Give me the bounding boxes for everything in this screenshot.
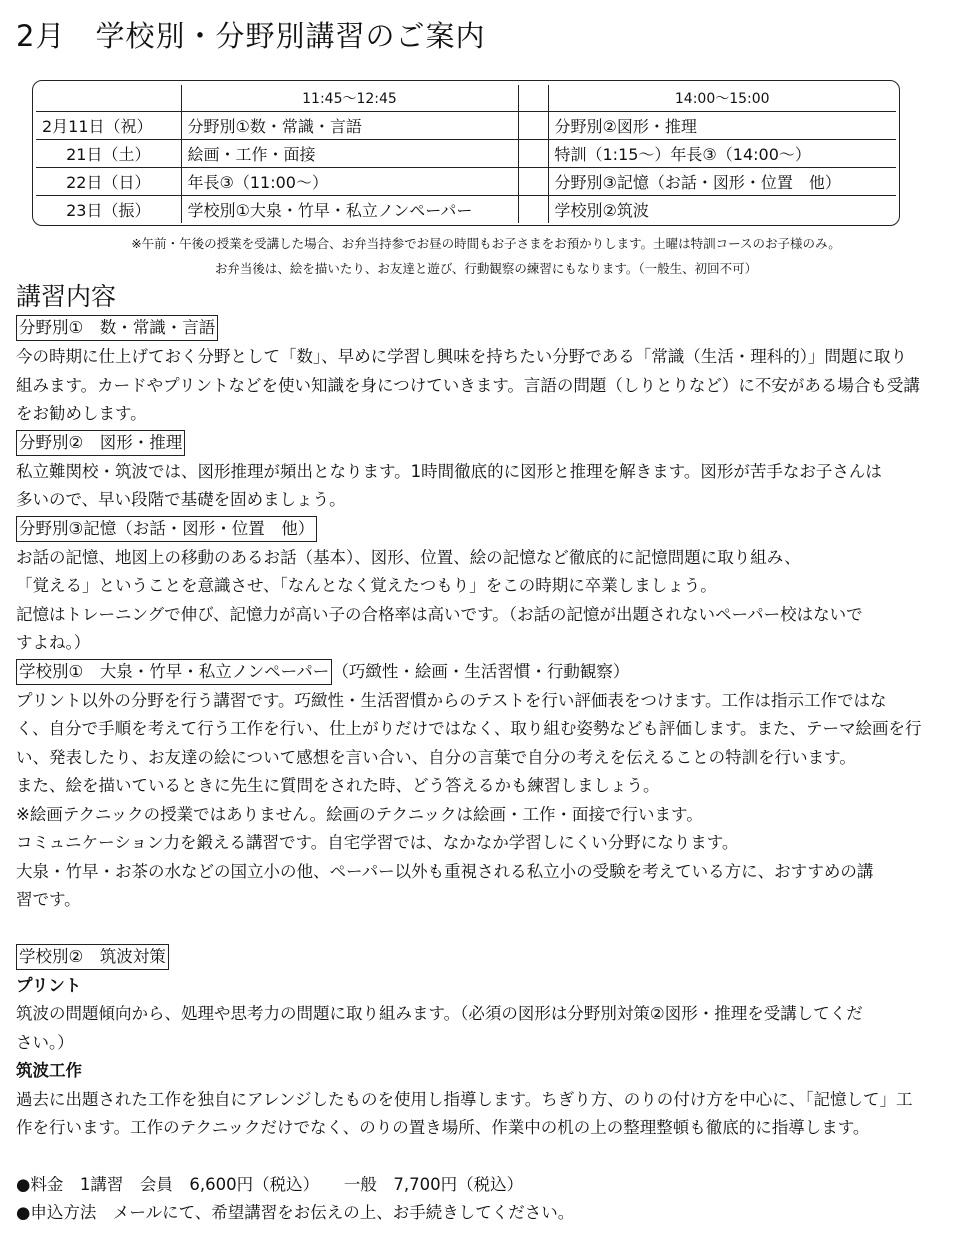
schedule-am-class: 絵画・工作・面接	[181, 140, 518, 168]
schedule-pm-class: 分野別③記憶（お話・図形・位置 他）	[548, 168, 896, 196]
body-line: 作を行います。工作のテクニックだけでなく、のりの置き場所、作業中の机の上の整理整頓も徹底的に指導します。	[16, 1118, 870, 1137]
schedule-date: 21日（土）	[36, 140, 181, 168]
body-line: 多いので、早い段階で基礎を固めましょう。	[16, 490, 346, 509]
spacer	[16, 915, 960, 943]
subheading: プリント	[16, 975, 82, 995]
body-line: をお勧めします。	[16, 404, 147, 423]
body-line: 筑波の問題傾向から、処理や思考力の問題に取り組みます。（必須の図形は分野別対策②図形・推理を受講してくだ	[16, 1004, 863, 1023]
section-heading-row	[16, 658, 960, 687]
schedule-pm-class: 分野別②図形・推理	[548, 112, 896, 140]
schedule-gap	[518, 196, 548, 224]
section-title-box: 学校別② 筑波対策	[16, 944, 169, 970]
fee-line: ●料金 1講習 会員 6,600円（税込） 一般 7,700円（税込）	[16, 1174, 524, 1194]
page-title: 2月 学校別・分野別講習のご案内	[16, 19, 486, 53]
content-heading: 講習内容	[16, 282, 117, 311]
body-line: お話の記憶、地図上の移動のあるお話（基本）、図形、位置、絵の記憶など徹底的に記憶問題に取り組み、	[16, 547, 801, 567]
body-line: コミュニケーション力を鍛える講習です。自宅学習では、なかなか学習しにくい分野になります。	[16, 833, 739, 852]
schedule-header-pm: 14:00～15:00	[548, 85, 896, 112]
body-line: プリント以外の分野を行う講習です。巧緻性・生活習慣からのテストを行い評価表をつけます。工作は指示工作ではな	[16, 690, 887, 710]
schedule-am-class: 分野別①数・常識・言語	[181, 112, 518, 140]
schedule-gap	[518, 140, 548, 168]
body-line: 大泉・竹早・お茶の水などの国立小の他、ペーパー以外も重視される私立小の受験を考えている方に、おすすめの講	[16, 861, 874, 881]
schedule-pm-class: 学校別②筑波	[548, 196, 896, 224]
lunch-note: ※午前・午後の授業を受講した場合、お弁当持参でお昼の時間もお子さまをお預かりします。土曜は特訓コースのお子様のみ。	[131, 236, 841, 251]
subheading: 筑波工作	[16, 1061, 82, 1080]
body-line: 「覚える」ということを意識させ、「なんとなく覚えたつもり」をこの時期に卒業しましょう。	[16, 576, 717, 595]
schedule-header-row	[36, 85, 896, 112]
body-line: く、自分で手順を考えて行う工作を行い、仕上がりだけではなく、取り組む姿勢なども評価します。また、テーマ絵画を行	[16, 719, 922, 738]
schedule-header-cell	[36, 85, 181, 112]
body-line: 記憶はトレーニングで伸び、記憶力が高い子の合格率は高いです。（お話の記憶が出題されないペーパー校はないで	[16, 604, 863, 624]
body-line: い、発表したり、お友達の絵について感想を言い合い、自分の言葉で自分の考えを伝えることの特訓を行います。	[16, 747, 856, 767]
schedule-header-am: 11:45～12:45	[181, 85, 518, 112]
body-line: 今の時期に仕上げておく分野として「数」、早めに学習し興味を持ちたい分野である「常識（生活・理科的）」問題に取り	[16, 347, 907, 366]
apply-line: ●申込方法 メールにて、希望講習をお伝えの上、お手続きしてください。	[16, 1203, 575, 1222]
schedule-date: 23日（振）	[36, 196, 181, 224]
course-content	[16, 280, 960, 1228]
schedule-date: 22日（日）	[36, 168, 181, 196]
schedule-row	[36, 168, 896, 196]
body-line: 過去に出題された工作を独自にアレンジしたものを使用し指導します。ちぎり方、のりの付け方を中心に、「記憶して」工	[16, 1089, 913, 1109]
schedule-pm-class: 特訓（1:15～）年長③（14:00～）	[548, 140, 896, 168]
body-line: また、絵を描いているときに先生に質問をされた時、どう答えるかも練習しましょう。	[16, 776, 660, 795]
section-title-box: 分野別② 図形・推理	[16, 430, 185, 456]
section-title-box: 学校別① 大泉・竹早・私立ノンペーパー	[16, 659, 332, 685]
schedule-gap	[518, 112, 548, 140]
section-title-suffix: （巧緻性・絵画・生活習慣・行動観察）	[332, 661, 630, 681]
body-line: 組みます。カードやプリントなどを使い知識を身につけていきます。言語の問題（しりとりなど）に不安がある場合も受講	[16, 375, 920, 395]
schedule-row	[36, 196, 896, 224]
schedule-row	[36, 112, 896, 140]
section-title-box: 分野別① 数・常識・言語	[16, 315, 218, 341]
spacer	[16, 1143, 960, 1171]
schedule-header-cell	[518, 85, 548, 112]
schedule-am-class: 学校別①大泉・竹早・私立ノンペーパー	[181, 196, 518, 224]
schedule-date: 2月11日（祝）	[36, 112, 181, 140]
schedule-gap	[518, 168, 548, 196]
schedule-am-class: 年長③（11:00～）	[181, 168, 518, 196]
body-line: ※絵画テクニックの授業ではありません。絵画のテクニックは絵画・工作・面接で行います。	[16, 804, 703, 824]
body-line: 習です。	[16, 890, 81, 909]
lunch-note: お弁当後は、絵を描いたり、お友達と遊び、行動観察の練習にもなります。（一般生、初回不可）	[214, 261, 758, 276]
body-line: さい。）	[16, 1032, 74, 1052]
body-line: すよね。）	[16, 633, 91, 652]
section-title-box: 分野別③記憶（お話・図形・位置 他）	[16, 516, 317, 542]
schedule-row	[36, 140, 896, 168]
schedule-table	[32, 80, 900, 226]
body-line: 私立難関校・筑波では、図形推理が頻出となります。1時間徹底的に図形と推理を解きます。図形が苦手なお子さんは	[16, 461, 882, 481]
